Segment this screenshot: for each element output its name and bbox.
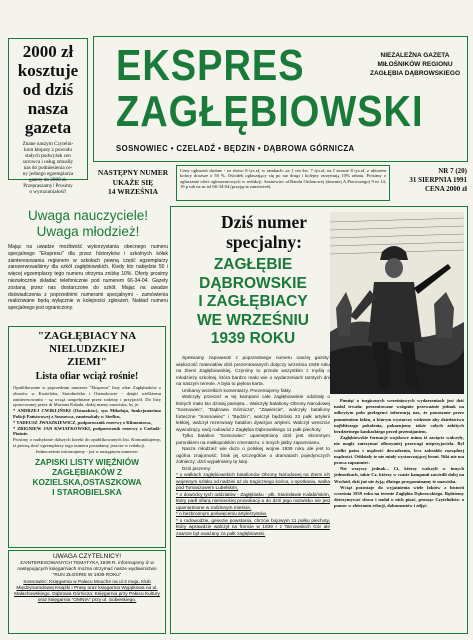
green-title-line: 1939 ROKU xyxy=(210,330,296,347)
tagline-line: ZAGŁĘBIA DĄBROWSKIEGO xyxy=(369,70,461,77)
next-issue-note xyxy=(95,168,171,197)
town-separator: • xyxy=(218,144,224,153)
next-issue-line: 14 WRZEŚNIA xyxy=(107,187,159,196)
town-separator: • xyxy=(170,144,177,153)
issue-number: NR 7 (20) xyxy=(438,167,467,175)
readers-notice-box xyxy=(8,550,166,634)
readers-shops: Sosnowiec: Księgarnia w Pałacu Mouche na ul.3 maja, Klub Międzynarodowej Książki i Prasy oraz księgarnia Wyjątkowa na ul. Małachowskiego. Dąbrowa Górnicza: Księgarnia przy Pałacu Kultury oraz księgarnia "OMNIA" przy ul. Sobieskiego. xyxy=(14,579,160,604)
ad-prices-box xyxy=(176,165,390,201)
article-paragraph: Nie wszyscy jednak... Ci, którzy walczyli w innych jednostkach, takie Cz. którzy w czasie kampanii zawiedli dalej na Wschód, dziś już nie żyją; dlatego przypominamy te nazwiska. xyxy=(334,466,464,484)
missing-paragraph: * ANDRZEJ CWIKLIŃSKI (Ostaszków), syn Mikołaja, funkcjonariusz Policji Państwowej z Sosnowca, zamieszkały w Siedlcu, xyxy=(13,408,161,419)
article-paragraph: Wciąż pozostaje do wyjaśnienia wiele faktów z historii września 1939 roku na terenie Zagłębia Dąbrowskiego. Będziemy dotrzymywać słowa i nadal o nich pisać, prosząc Czytelników o pomoc w zbieraniu relacji, dokumentów i zdjęć. xyxy=(334,484,464,509)
missing-body xyxy=(13,385,161,455)
article-paragraph: Tylko batalion "Sosnowiec" upamiętniony dziś jest skromnym pomnikiem na małkopolskim cmentarzu; o innych jakby zapomniano. xyxy=(176,434,330,446)
special-article-col1 xyxy=(176,356,330,630)
masthead-title-line2: ZAGŁĘBIOWSKI xyxy=(116,87,424,137)
missing-persons-box xyxy=(8,326,166,548)
missing-paragraph: Prosimy o nadsyłanie dalszych korekt do opublikowanych list. Komunikujemy, iż pewną ilość egzemplarzy tego numeru posiadamy jeszcze w redakcji. xyxy=(13,437,161,448)
price-headline-line: nasza xyxy=(27,99,69,118)
missing-notes-sub xyxy=(13,467,161,497)
special-headline-line: Dziś numer xyxy=(220,212,308,232)
teachers-headline xyxy=(8,208,168,240)
missing-subhead: Lista ofiar wciąż rośnie! xyxy=(35,371,139,382)
price-notice-line: Przepraszamy! Prosimy xyxy=(23,183,73,189)
readers-title: UWAGA CZYTELNICY! xyxy=(52,553,122,560)
green-title-line: I ZAGŁĘBIACY xyxy=(198,293,308,310)
price-notice-line: nas do podniesienia ce- xyxy=(23,165,73,171)
special-headline-line: specjalny: xyxy=(226,232,302,252)
missing-paragraph: * TADEUSZ JWASZKIEWICZ, podporucznik rezerwy z Klimontowa, xyxy=(13,419,152,425)
price-notice-line: gazety do 2000 zł. xyxy=(28,177,68,183)
missing-notes-title: ZAPISKI LISTY WIĘŹNIÓW xyxy=(34,456,140,467)
article-paragraph: Unikamy wszelkich komentarzy. Prezentujemy fakty. xyxy=(182,388,292,394)
notes-sub-line: I STAROBIELSKA xyxy=(52,486,122,497)
article-paragraph: Pamięć o tragicznych wrześniowych wydarzeniach jest dziś nadal trwała: prezentowane wstępnie przeważnie jednak na odkrytym polu prelegenci informują nas, że ponoszone przez pomnieniem faktu, a którym wystarczy widzenie aby dziedzictwo najbliższego pokolenia, pokazujemy także całych zabitych bezdzietnego kaukaskiego przed przemijaniem. xyxy=(334,398,464,435)
price-notice-text xyxy=(12,141,84,195)
masthead-title-line1: EKSPRES xyxy=(116,41,305,91)
readers-body: ZAINTERESOWANYCH TEMATYKĄ 1939 R. informujemy iż w następujących księgarniach można otrzymać nasze wydawnictwo "RUN ZŁOŚRIE W 1939 ROKU" xyxy=(17,561,157,579)
price-notice-line: stałych podwyżek cen xyxy=(25,153,71,159)
next-issue-line: NASTĘPNY NUMER xyxy=(97,168,169,177)
teachers-body: Mając na uwadze możliwość wykorzystania obecnego numeru specjalnego "Ekspresu" dla przez historyków i szkolnych kółek zainteresowania regionem w szkołach pewną część egzemplarzy zarezerwowaliśmy dla szkół zagłębiowskich. Kiedy kto nabędzie 50 i więcej egzemplarzy tego numeru otrzyma zniżkę 10%. Oferty prosimy niezwłocznie składać telefonicznie pod numerem 66-34-04. Gazety zostaną przez nas dostarczone do szkół. Mając na uwadze doświadczenia z poprzednimi numerami specjalnymi - zamówienia realizowane będą wyłącznie w kolejności zgłoszeń. Nakład numeru specjalnego jest ograniczony. xyxy=(8,244,168,312)
article-paragraph: Walczyły przecież w tej kampanii całe zagłębiowskie oddziały o których mało kto dzisiaj pamięta... Walczyły bataliony Obrony Narodowej "Sosnowiec", "Dąbrowa Górnicza", "Zawiercie", walczyły bataliony forteczne "Sosnowiec" i "Będzin", walczył będziński 23 pułk artylerii lekkiej, walczył rezerwowy batalion dywizjon artylerii. Walczył wreszcie wywodzący swój rodowód z Zagłębia Dąbrowskiego 11 pułk piechoty. xyxy=(176,395,330,433)
green-title-line: DĄBROWSKIE xyxy=(199,274,307,292)
green-title-line: WE WRZEŚNIU xyxy=(197,311,309,329)
missing-headline-line: "ZAGŁĘBIACY NA xyxy=(37,330,137,342)
article-bullet: * o rodowodzie, genezie powstania, chrzcie bojowym 11 pułku piechoty, który wprawdzie walczył na froncie w 1939 r z Tarnowskich Gór ale zawsze był uważany za pułk zagłębiowski. xyxy=(176,518,330,537)
price-notice-line: surowca i usług zmusiły xyxy=(22,159,74,165)
town-separator: • xyxy=(257,144,264,153)
teachers-headline-line1: Uwaga nauczyciele! xyxy=(27,208,149,223)
notes-sub-line: KOZIELSKA,OSTASZKOWA xyxy=(32,476,142,487)
missing-headline xyxy=(13,330,161,369)
price-headline xyxy=(12,42,84,137)
article-paragraph: Nasza młodzież wie dużo o polskiej wojnie 1939 roku ale jest to ogólna znajomość; brak jej szczegółów o dramatach pojedynczych żołnierzy; dziś wypełniamy tę lukę. xyxy=(176,447,330,465)
town-czeladz: CZELADŹ xyxy=(176,144,216,153)
price-headline-line: kosztuje xyxy=(17,61,79,80)
issue-price: CENA 2000 zł xyxy=(425,185,467,193)
price-headline-line: 2000 zł xyxy=(22,42,74,61)
green-title-line: ZAGŁĘBIE xyxy=(213,256,293,273)
special-green-title xyxy=(176,256,330,349)
town-bedzin: BĘDZIN xyxy=(223,144,256,153)
teachers-headline-line2: Uwaga młodzież! xyxy=(36,224,140,239)
ad-prices-text: Ceny ogłoszeń drobne - za słowo 8 tys.zł, w ramkach: za 1 cm kw. 7 tys.zł, na I stronie 8 tys.zł, z ubiorem kolory droższe o 50 %. Ośrodek ogłaszający się po raz drugi i kolejny otrzymują 10% rabatu. Prosimy o zgłaszanie ofert ogłoszeniowych w redakcji. Sosnowiec ul.Bandu Ordonowej (dawniej A.Pierwszego) 9 m 14, 19 p tub na nr tel 66-34-04 (przyjęcie zamówień). xyxy=(180,168,386,190)
tagline-line: MIŁOŚNIKÓW REGIONU xyxy=(377,61,453,68)
article-paragraph: Dziś piszemy: xyxy=(182,466,212,472)
masthead-towns xyxy=(116,144,355,153)
missing-headline-line: NIELUDZKIEJ xyxy=(49,343,125,355)
price-notice-line: ny jednego egzemplarza xyxy=(22,171,74,177)
missing-paragraph: Opublikowane w poprzednim numerze "Ekspresu" listy ofiar Zagłębiaków z obozów w Kozielsku, Starobielsku i Ostaszkowie - dzięki wielkiemu zainteresowaniu - są wciąż uzupełniane przez rodziny i przyjaciół. Do listy opracowanej przez dr Mariana Kabała, dodaj mamy nazwiska, by je: xyxy=(13,385,161,408)
notes-sub-line: ZAGŁĘBIAKÓW Z xyxy=(51,466,123,477)
tagline-line: NIEZALEŻNA GAZETA xyxy=(380,52,450,59)
price-notice-line: Znane naszym Czytelni- xyxy=(22,141,74,147)
next-issue-line: UKAŻE SIĘ xyxy=(112,177,154,187)
special-headline xyxy=(200,212,328,252)
missing-paragraph: * ZBIGNIEW JAN KWIATKOWSKI, podporucznik rezerwy z Czeladź-Piaśnie. xyxy=(13,425,161,437)
town-dabrowa: DĄBROWA GÓRNICZA xyxy=(263,144,355,153)
soldier-illustration xyxy=(330,212,464,394)
article-bullet: * o walkach zagłębiowskich batalionów Obrony Narodowej na Ziemi ich wojennym szlaku od nadziei aż do tragicznego końca, o spotkaniu, walka pod Tomaszowem Lubelskim, xyxy=(176,473,330,491)
masthead xyxy=(93,36,468,162)
price-notice-line: kom kłopoty z powodu xyxy=(24,147,72,153)
article-paragraph: Spełniamy zapowiedź z poprzedniego numeru naszej gazety: większość materiałów dziś prezentowanych dotyczy września 1939 roku na Ziemi Zagłębiowskiej. Czynimy to przede wszystkim z myślą o młodzieży szkolnej, która bardzo mało wie o wydarzeniach tamtych dni na naszym terenie. A była to piękna karta. xyxy=(176,356,330,387)
town-sosnowiec: SOSNOWIEC xyxy=(116,144,169,153)
issue-date: 31 SIERPNIA 1991 xyxy=(409,176,467,184)
missing-headline-line: ZIEMI" xyxy=(67,356,107,368)
masthead-tagline xyxy=(366,51,464,78)
price-headline-line: gazeta xyxy=(24,118,72,137)
article-bullet: * o bezbronnym poświęceniu artylerzystów, xyxy=(176,512,267,517)
price-headline-line: od dziś xyxy=(22,80,74,99)
teachers-notice xyxy=(8,208,168,328)
price-notice-line: o wyrozumiałość! xyxy=(29,189,67,195)
special-article-col2 xyxy=(334,398,464,630)
missing-paragraph: Jednocześnie informujemy - już w następnym numerze: xyxy=(35,448,139,454)
price-promo-box xyxy=(8,38,88,195)
article-bullet: * o dowódcy tych oddziałów - Zagłębiaku - płk. Stanisławie Kalabińskim, który padł ofiarą niemieckiej prowokacji a do dziś jego nazwisko nie jest upamiętnione w rodzinnym mieście, xyxy=(176,492,330,511)
article-paragraph: Zagłębiowskie formacje wojskowe mimo iż zacięcie walczyły, nie mogły zatrzymać olbrzymiej przewagi nieprzyjaciela. Był wielki patos i mądrość dowodzenia, lecz zabrakło rozsądnej mądrości. Oddziały te nie miały wystarczającej broni. Nikt nie ma prawa zapomnieć. xyxy=(334,435,464,466)
issue-info xyxy=(397,167,467,194)
